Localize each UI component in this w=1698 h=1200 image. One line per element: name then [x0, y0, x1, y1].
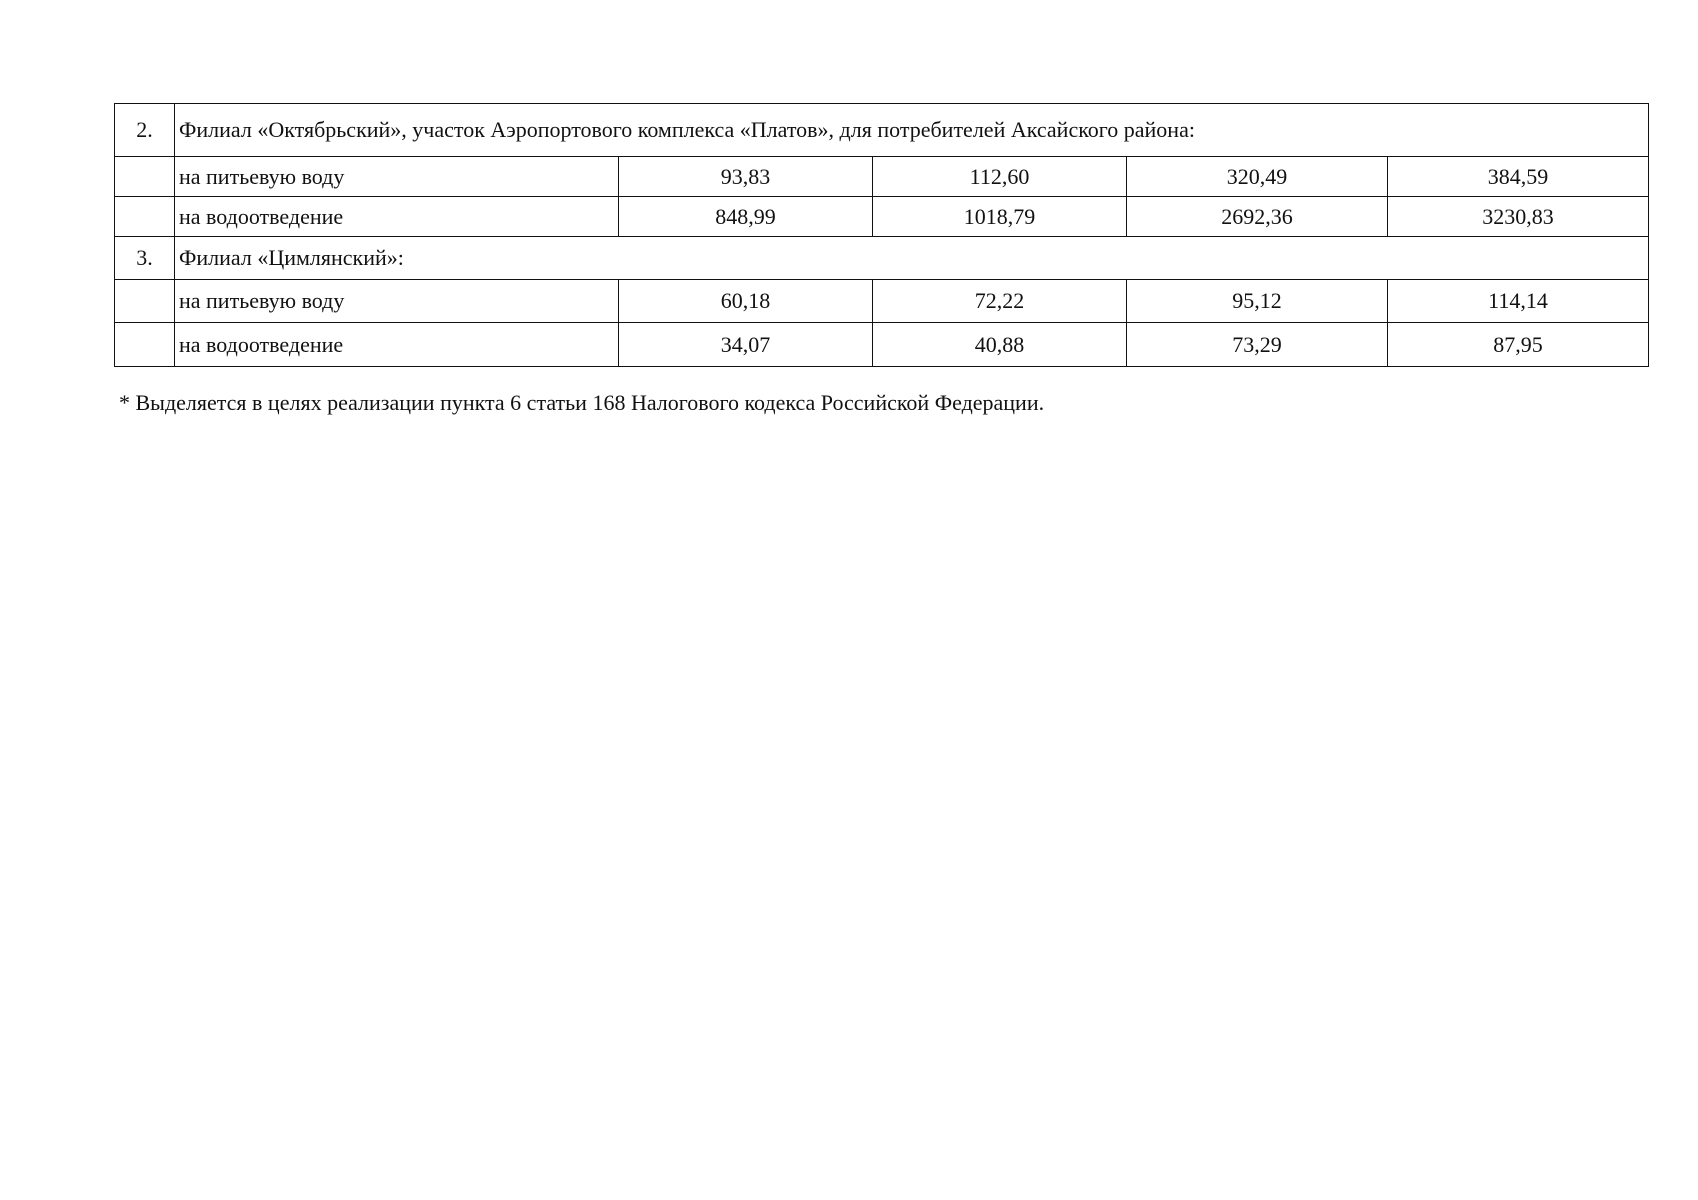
value-cell: 72,22: [873, 280, 1127, 323]
value-cell: 93,83: [619, 157, 873, 197]
value-cell: 112,60: [873, 157, 1127, 197]
empty-number-cell: [115, 197, 175, 237]
table-row: [115, 323, 1649, 367]
row-label: на питьевую воду: [175, 280, 619, 323]
section-header-row: [115, 237, 1649, 280]
value-cell: 87,95: [1388, 323, 1649, 367]
value-cell: 60,18: [619, 280, 873, 323]
empty-number-cell: [115, 323, 175, 367]
table-row: [115, 157, 1649, 197]
section-number: 3.: [115, 237, 175, 280]
empty-number-cell: [115, 157, 175, 197]
footnote: * Выделяется в целях реализации пункта 6 статьи 168 Налогового кодекса Российской Федерации.: [119, 390, 1045, 415]
empty-number-cell: [115, 280, 175, 323]
row-label: на питьевую воду: [175, 157, 619, 197]
value-cell: 40,88: [873, 323, 1127, 367]
row-label: на водоотведение: [175, 323, 619, 367]
value-cell: 1018,79: [873, 197, 1127, 237]
section-number: 2.: [115, 104, 175, 157]
value-cell: 114,14: [1388, 280, 1649, 323]
value-cell: 3230,83: [1388, 197, 1649, 237]
table-row: [115, 197, 1649, 237]
value-cell: 848,99: [619, 197, 873, 237]
table-row: [115, 280, 1649, 323]
section-title: Филиал «Цимлянский»:: [175, 237, 1649, 280]
value-cell: 320,49: [1127, 157, 1388, 197]
tariff-table: [114, 103, 1649, 367]
section-title: Филиал «Октябрьский», участок Аэропортового комплекса «Платов», для потребителей Аксайского района:: [175, 104, 1649, 157]
value-cell: 73,29: [1127, 323, 1388, 367]
value-cell: 34,07: [619, 323, 873, 367]
value-cell: 2692,36: [1127, 197, 1388, 237]
section-header-row: [115, 104, 1649, 157]
value-cell: 95,12: [1127, 280, 1388, 323]
value-cell: 384,59: [1388, 157, 1649, 197]
row-label: на водоотведение: [175, 197, 619, 237]
